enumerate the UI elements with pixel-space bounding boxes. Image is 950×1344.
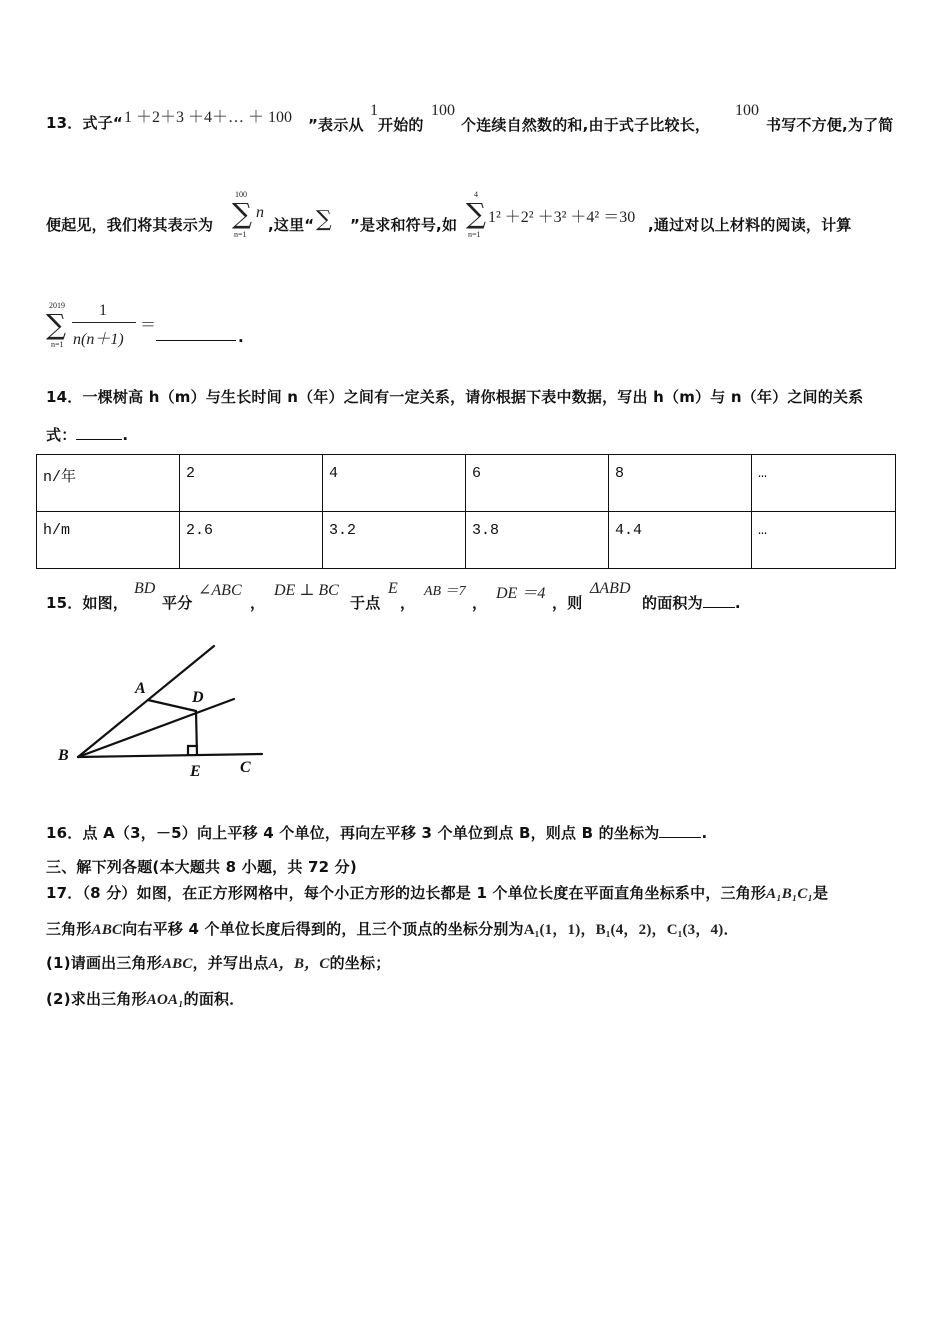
table-cell: 3.8 — [466, 512, 609, 569]
table-cell: 8 — [609, 455, 752, 512]
q17-part1-points: A，B，C — [268, 956, 330, 972]
q15-ab-value: AB ＝7 — [424, 584, 466, 599]
label-a: A — [135, 680, 146, 697]
q13-example-sigma: ∑ — [466, 197, 486, 230]
table-cell: 6 — [466, 455, 609, 512]
q15-comma1: ， — [250, 594, 266, 612]
q13-calc-upper: 2019 — [49, 301, 65, 310]
q13-text9: ,通过对以上材料的阅读，计算 — [648, 216, 852, 234]
q13-hundred: 100 — [431, 102, 455, 119]
q15-text4 — [642, 592, 741, 613]
q17-line1-end: 是 — [813, 884, 829, 902]
q15-answer-blank — [703, 593, 735, 608]
q17-line2 — [46, 918, 739, 939]
q17-part1-abc: ABC — [161, 956, 193, 972]
q13-text8: ”是求和符号,如 — [350, 216, 458, 234]
q15-text1: 平分 — [162, 594, 193, 612]
table-row — [37, 455, 896, 512]
q13-end: . — [238, 328, 244, 346]
q17-part1-a: (1)请画出三角形 — [46, 954, 162, 972]
q13-calc-numerator: 1 — [99, 302, 107, 319]
q13-line1 — [46, 112, 123, 133]
q13-calc-equals: ＝ — [140, 317, 157, 334]
q15-end: . — [734, 594, 741, 612]
q13-number: 13． — [46, 114, 83, 132]
q13-sigma-symbol: ∑ — [316, 207, 332, 232]
q15-de-perp-bc: DE ⊥ BC — [274, 582, 339, 599]
q14-answer-blank — [76, 425, 122, 440]
q17-part1-e: 的坐标； — [329, 954, 391, 972]
table-cell: 2.6 — [180, 512, 323, 569]
q17-part1 — [46, 952, 390, 973]
q14-line2 — [46, 424, 128, 445]
table-row — [37, 512, 896, 569]
q17-part2-c: 的面积． — [183, 990, 245, 1008]
q15-comma3: ， — [472, 594, 488, 612]
q17-part2 — [46, 988, 244, 1009]
table-cell: 3.2 — [323, 512, 466, 569]
q13-sum-upper: 100 — [235, 190, 247, 199]
label-e: E — [190, 763, 201, 780]
ray-bc — [78, 754, 262, 757]
q16-text: 16．点 A（3，－5）向上平移 4 个单位，再向左平移 3 个单位到点 B，则点 B 的坐标为 — [46, 824, 660, 842]
q13-sum-var: n — [256, 204, 264, 221]
q15-text4-label: 的面积为 — [642, 594, 703, 612]
section3-title: 三、解下列各题(本大题共 8 小题，共 72 分) — [46, 858, 357, 876]
q15-angle-abc: ∠ABC — [198, 582, 242, 599]
q13-calc-denominator: n(n＋1) — [73, 331, 124, 348]
q13-one: 1 — [370, 102, 378, 119]
q13-text5: 书写不方便,为了简 — [766, 116, 894, 134]
q15-bd: BD — [134, 580, 156, 597]
table-cell: n/年 — [37, 455, 180, 512]
q13-text4: 个连续自然数的和,由于式子比较长， — [461, 116, 711, 134]
q13-hundred2: 100 — [735, 102, 759, 119]
q17-part1-c: ，并写出点 — [192, 954, 269, 972]
q17-line2-a: 三角形 — [46, 920, 92, 938]
table-cell: … — [752, 512, 896, 569]
q15-geometry-figure — [40, 640, 280, 785]
q15-point-e: E — [388, 580, 398, 597]
q13-text3: 开始的 — [378, 116, 424, 134]
q15-text2: 于点 — [350, 594, 381, 612]
ray-bd — [78, 699, 234, 757]
q15-comma2: ， — [400, 594, 416, 612]
q13-sum-lower: n=1 — [234, 230, 247, 239]
q17-a1b1c1: A₁B₁C₁ — [766, 886, 814, 902]
segment-de — [196, 711, 197, 755]
q14-data-table — [36, 454, 896, 569]
segment-ad — [148, 700, 196, 711]
q13-text2: ”表示从 — [308, 116, 364, 134]
q13-example-lower: n=1 — [468, 230, 481, 239]
q14-line1: 14．一棵树高 h（m）与生长时间 n（年）之间有一定关系，请你根据下表中数据，写出 h（m）与 n（年）之间的关系 — [46, 388, 864, 406]
q13-calc-lower: n=1 — [51, 340, 64, 349]
q13-example-upper: 4 — [474, 190, 478, 199]
q15-de-value: DE ＝4 — [496, 585, 546, 602]
q13-text1: 式子“ — [82, 114, 123, 132]
q17-part2-a: (2)求出三角形 — [46, 990, 147, 1008]
q17-line1 — [46, 882, 828, 903]
q15-text3: ，则 — [552, 594, 583, 612]
table-cell: 4 — [323, 455, 466, 512]
q14-line2-prefix: 式： — [46, 426, 77, 444]
q13-calc-sigma: ∑ — [46, 308, 66, 341]
table-cell: 2 — [180, 455, 323, 512]
q17-abc: ABC — [91, 922, 123, 938]
label-c: C — [240, 759, 251, 776]
q15-triangle-abd: ΔABD — [590, 580, 631, 597]
q17-line1-text: 17．（8 分）如图，在正方形网格中，每个小正方形的边长都是 1 个单位长度在平面直角坐标系中，三角形 — [46, 884, 767, 902]
q16-line — [46, 822, 707, 843]
q14-line2-end: . — [122, 426, 129, 444]
q17-coordinates: A₁(1，1)，B₁(4，2)，C₁(3，4)． — [523, 922, 739, 938]
q13-text7: ,这里“ — [268, 216, 315, 234]
label-d: D — [192, 689, 204, 706]
q13-fraction-bar — [72, 322, 136, 323]
q13-example-expression: 1² ＋2² ＋3² ＋4² ＝30 — [488, 209, 636, 226]
q13-expression: 1 ＋2＋3 ＋4＋… ＋ 100 — [124, 109, 293, 126]
q13-text6: 便起见，我们将其表示为 — [46, 216, 214, 234]
q17-line2-c: 向右平移 4 个单位长度后得到的，且三个顶点的坐标分别为 — [122, 920, 524, 938]
q13-sum-sigma: ∑ — [232, 197, 252, 230]
q16-end: . — [701, 824, 708, 842]
table-cell: h/m — [37, 512, 180, 569]
q17-part2-aoa1: AOA₁ — [146, 992, 184, 1008]
q15-number: 15．如图， — [46, 594, 129, 612]
q16-answer-blank — [659, 823, 701, 838]
right-angle-mark — [188, 746, 197, 755]
q13-answer-blank — [156, 326, 236, 341]
table-cell: … — [752, 455, 896, 512]
table-cell: 4.4 — [609, 512, 752, 569]
label-b: B — [58, 747, 69, 764]
